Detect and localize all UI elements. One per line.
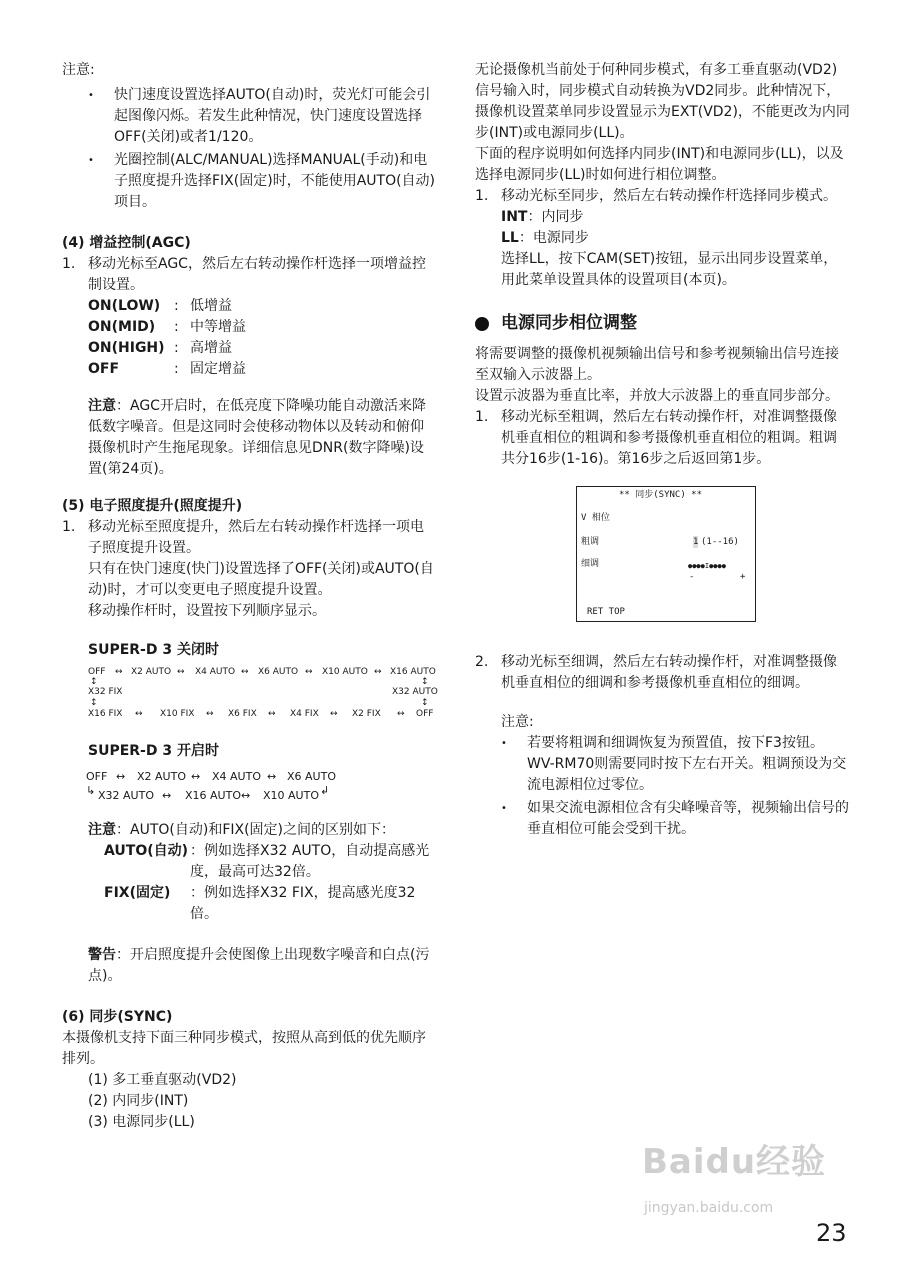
paragraph: 本摄像机支持下面三种同步模式，按照从高到低的优先顺序排列。 xyxy=(62,1030,426,1067)
step-item: 2. 移动光标至细调，然后左右转动操作杆，对准调整摄像机垂直相位的细调和参考摄像机垂直相位的细调。 xyxy=(475,654,837,691)
bullet-icon: • xyxy=(88,155,94,166)
right-column xyxy=(475,60,850,842)
watermark-url: jingyan.baidu.com xyxy=(644,1200,774,1216)
flow-diagram-on: OFF ↔ X2 AUTO ↔ X4 AUTO ↔ X6 AUTO ↳ X32 AUTO ↔ X16 AUTO ↔ X10 AUTO ↲ xyxy=(86,770,336,802)
arrow-updown-icon: ↕ xyxy=(421,698,429,708)
super-d3-off-title: SUPER-D 3 关闭时 xyxy=(88,642,219,658)
paragraph: 下面的程序说明如何选择内同步(INT)和电源同步(LL)，以及选择电源同步(LL)时如何进行相位调整。 xyxy=(475,146,844,183)
option-row: ON(HIGH) : 高增益 xyxy=(88,340,232,356)
section-title-sync: (6) 同步(SYNC) xyxy=(62,1009,173,1025)
diff-note: 注意：AUTO(自动)和FIX(固定)之间的区别如下： xyxy=(88,822,396,838)
arrow-return-icon: ↳ xyxy=(86,784,96,797)
list-item: (1) 多工垂直驱动(VD2) xyxy=(88,1072,237,1088)
paragraph: 将需要调整的摄像机视频输出信号和参考视频输出信号连接至双输入示波器上。 xyxy=(475,346,839,383)
def-row: FIX(固定) ：例如选择X32 FIX，提高感光度32倍。 xyxy=(104,885,416,922)
bullet-icon: • xyxy=(88,90,94,101)
list-item: • 如果交流电源相位含有尖峰噪音等，视频输出信号的垂直相位可能会受到干扰。 xyxy=(475,798,850,840)
flow-diagram-off: OFF ↔ X2 AUTO ↔ X4 AUTO ↔ X6 AUTO ↔ X10 AUTO ↔ X16 AUTO ↕ ↕ X32 FIX X32 AUTO ↕ ↕ X16 FIX ↔ X10 FIX ↔ X6 FIX ↔ X4 FIX ↔ X2 FIX ↔ OFF xyxy=(88,667,438,719)
warning: 警告：开启照度提升会使图像上出现数字噪音和白点(污点)。 xyxy=(88,947,430,984)
arrow-updown-icon: ↕ xyxy=(421,677,429,687)
left-column xyxy=(62,60,437,1133)
note-title: 注意: xyxy=(62,62,95,78)
arrow-return-icon: ↲ xyxy=(320,784,330,797)
agc-note: 注意：AGC开启时，在低亮度下降噪功能自动激活来降低数字噪音。但是这同时会使移动物体以及转动和俯仰摄像机时产生拖尾现象。详细信息见DNR(数字降噪)设置(第24页)。 xyxy=(88,398,426,477)
watermark xyxy=(642,1142,827,1216)
paragraph: 只有在快门速度(快门)设置选择了OFF(关闭)或AUTO(自动)时，才可以变更电子照度提升设置。 xyxy=(88,561,434,598)
option-row: ON(LOW) : 低增益 xyxy=(88,298,232,314)
step-item: 1. 移动光标至照度提升，然后左右转动操作杆选择一项电子照度提升设置。 xyxy=(62,519,424,556)
paragraph: 设置示波器为垂直比率，并放大示波器上的垂直同步部分。 xyxy=(475,388,839,404)
watermark-brand: Baidu经验 xyxy=(642,1142,827,1182)
bullet-icon: • xyxy=(501,738,507,749)
step-item: 1. 移动光标至同步，然后左右转动操作杆选择同步模式。 xyxy=(475,188,837,204)
def-row: AUTO(自动) ：例如选择X32 AUTO，自动提高感光度，最高可达32倍。 xyxy=(104,843,430,880)
list-item: (3) 电源同步(LL) xyxy=(88,1114,195,1130)
option-row: OFF : 固定增益 xyxy=(88,361,246,377)
list-item: • 快门速度设置选择AUTO(自动)时，荧光灯可能会引起图像闪烁。若发生此种情况，快门速度设置选择OFF(关闭)或者1/120。 xyxy=(62,85,437,148)
option-row: INT：内同步 xyxy=(501,209,584,225)
option-row: LL：电源同步 xyxy=(501,230,589,246)
super-d3-on-title: SUPER-D 3 开启时 xyxy=(88,743,219,759)
list-item: (2) 内同步(INT) xyxy=(88,1093,189,1109)
coarse-value: 1 xyxy=(693,537,699,547)
paragraph: 无论摄像机当前处于何种同步模式，有多工垂直驱动(VD2)信号输入时，同步模式自动转换为VD2同步。此种情况下，摄像机设置菜单同步设置显示为EXT(VD2)，不能更改为内同步(INT)或电源同步(LL)。 xyxy=(475,62,850,141)
arrow-updown-icon: ↕ xyxy=(90,698,98,708)
note-title: 注意: xyxy=(501,714,534,730)
option-row: ON(MID) : 中等增益 xyxy=(88,319,246,335)
section-title-agc: (4) 增益控制(AGC) xyxy=(62,235,191,251)
bullet-disc-icon xyxy=(475,317,489,331)
arrow-updown-icon: ↕ xyxy=(90,677,98,687)
section-title-elec-sens: (5) 电子照度提升(照度提升) xyxy=(62,498,243,514)
step-item: 1. 移动光标至AGC，然后左右转动操作杆选择一项增益控制设置。 xyxy=(62,256,426,293)
section-heading: 电源同步相位调整 xyxy=(475,313,850,334)
paragraph: 选择LL，按下CAM(SET)按钮，显示出同步设置菜单，用此菜单设置具体的设置项目(本页)。 xyxy=(501,251,838,288)
page-number: 23 xyxy=(816,1219,847,1247)
bullet-icon: • xyxy=(501,803,507,814)
paragraph: 移动操作杆时，设置按下列顺序显示。 xyxy=(88,603,326,619)
list-item: • 若要将粗调和细调恢复为预置值，按下F3按钮。WV-RM70则需要同时按下左右开关。粗调预设为交流电源相位过零位。 xyxy=(475,733,850,796)
sync-menu-screen: ** 同步(SYNC) ** V 相位 粗调 1 (1--16) 细调 ●●●●I●●●● - + RET TOP xyxy=(576,486,756,622)
step-item: 1. 移动光标至粗调，然后左右转动操作杆，对准调整摄像机垂直相位的粗调和参考摄像机垂直相位的粗调。粗调共分16步(1-16)。第16步之后返回第1步。 xyxy=(475,409,837,467)
list-item: • 光圈控制(ALC/MANUAL)选择MANUAL(手动)和电子照度提升选择FIX(固定)时，不能使用AUTO(自动)项目。 xyxy=(62,150,437,213)
